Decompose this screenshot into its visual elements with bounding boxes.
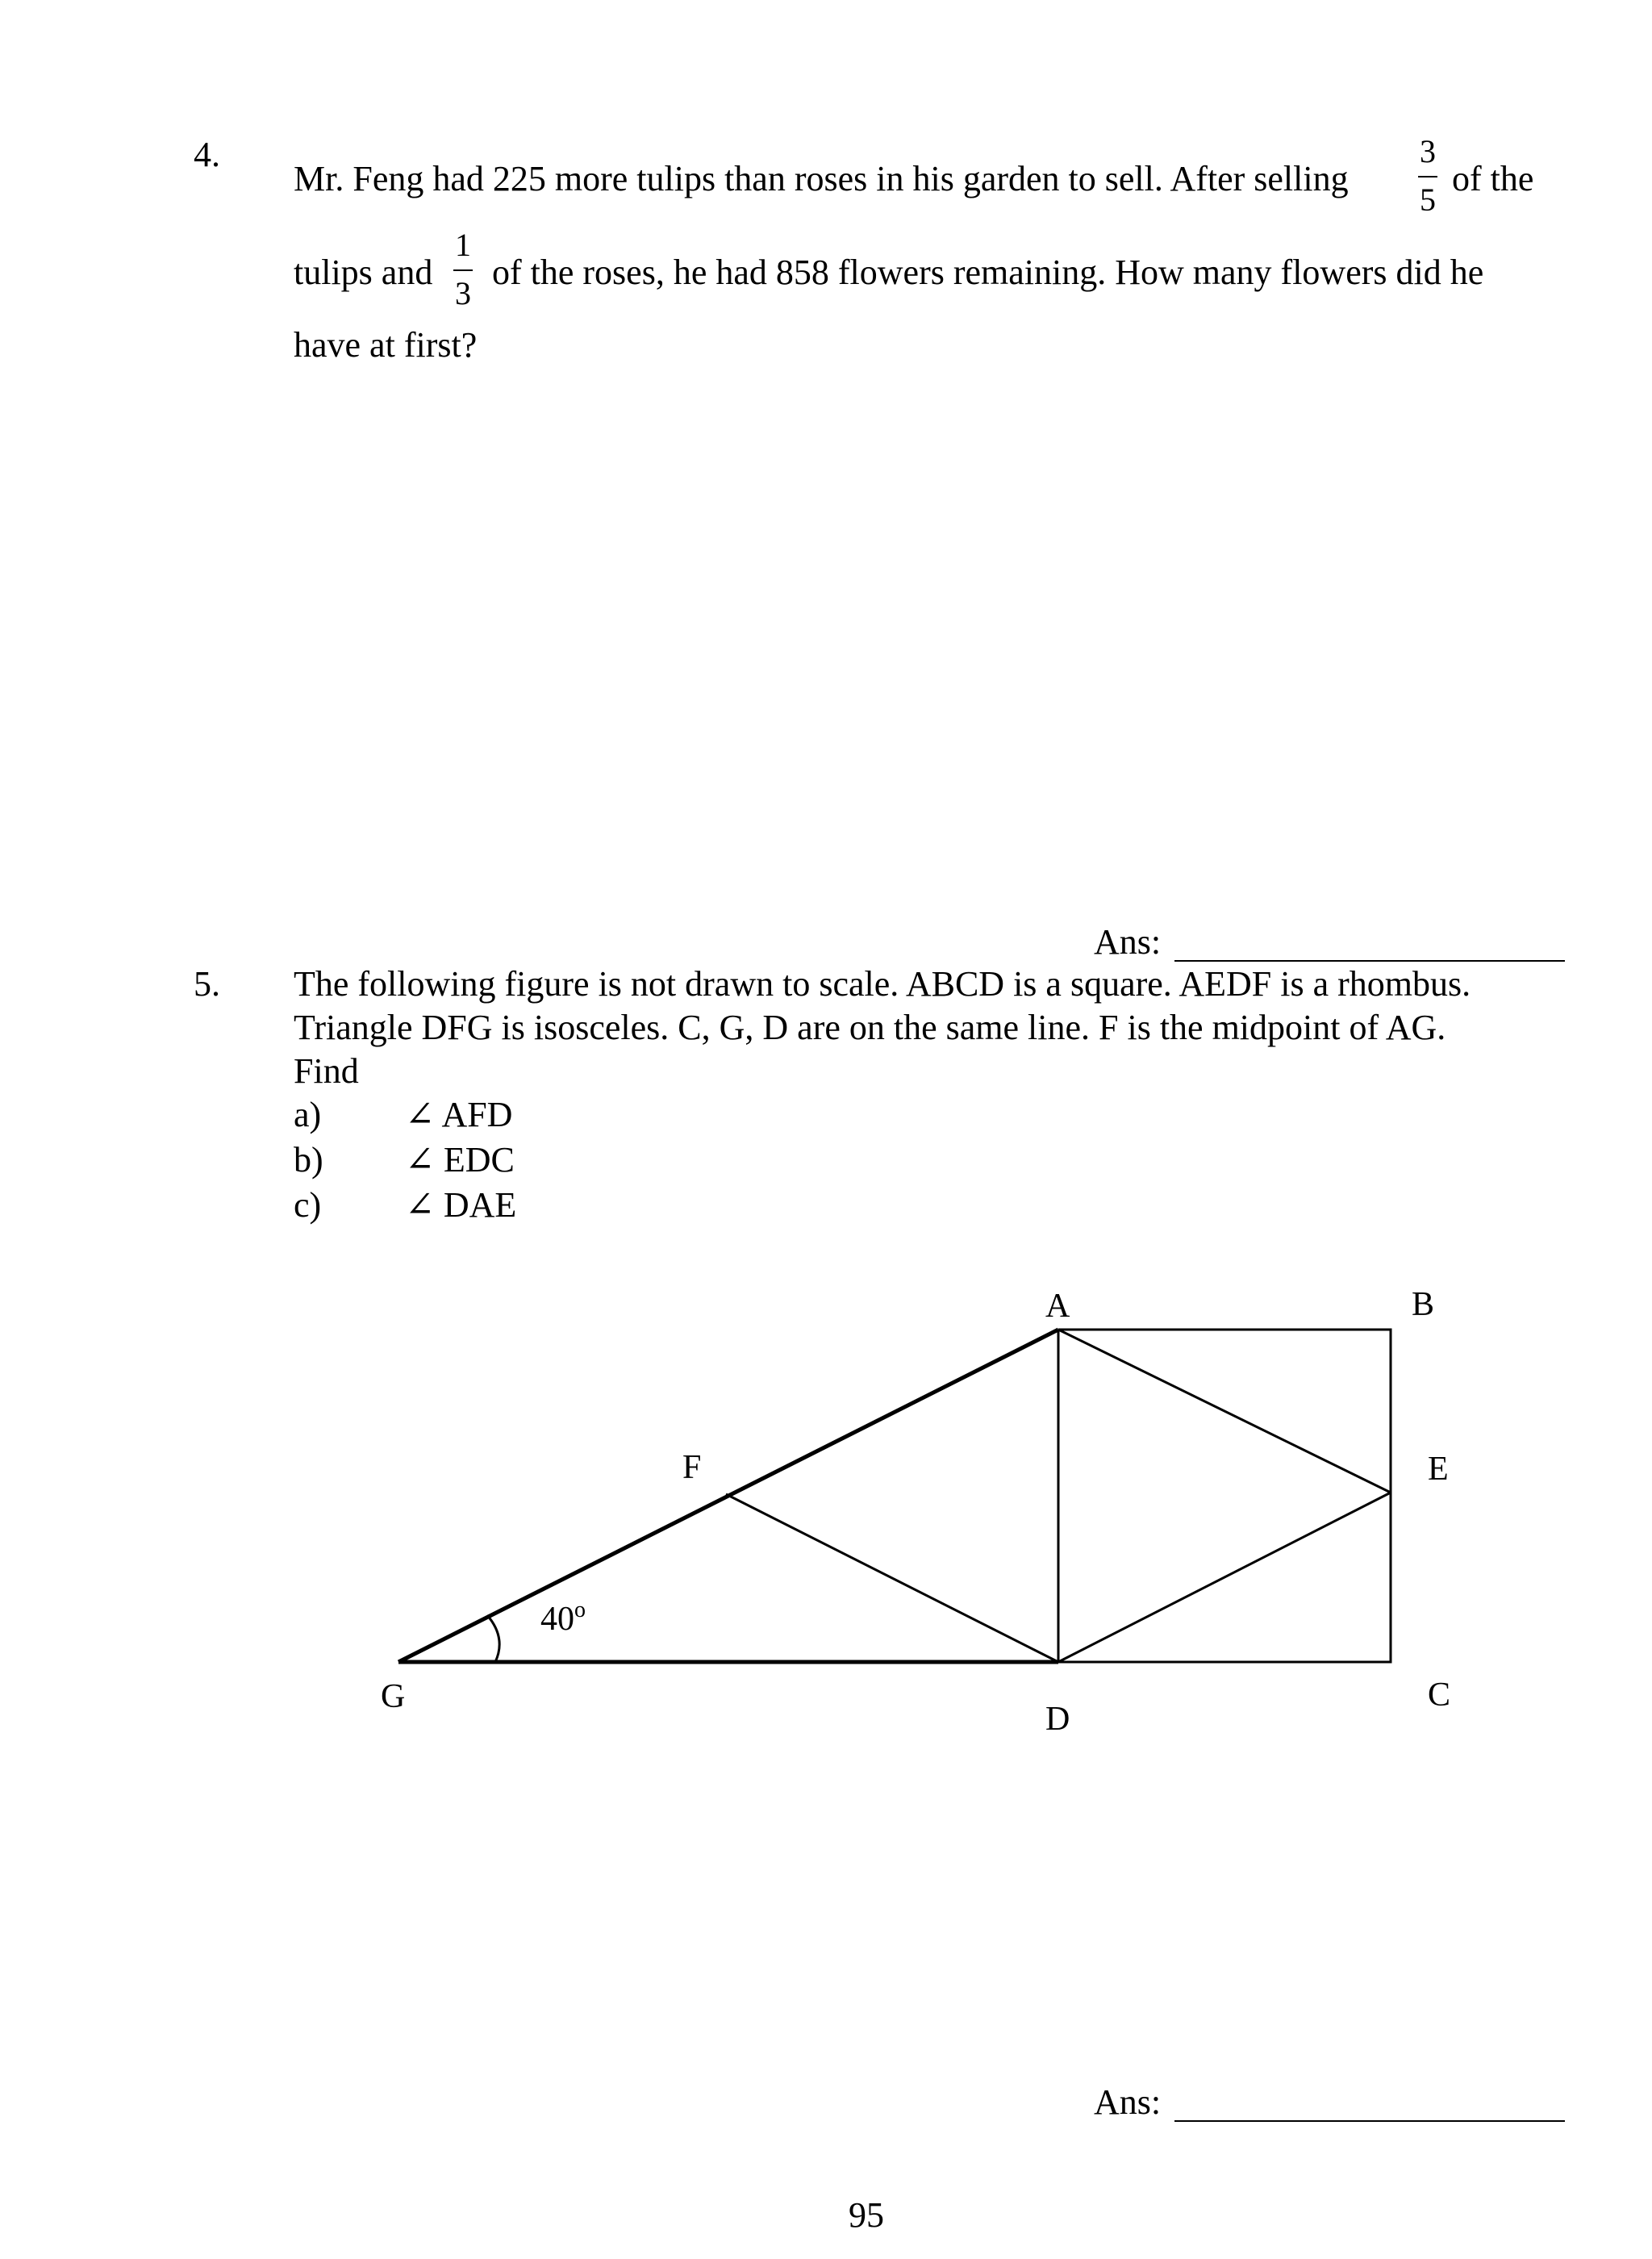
segment-ed: [1058, 1493, 1391, 1662]
q4-ans-label: Ans:: [1094, 922, 1162, 962]
q5-answer-line[interactable]: [1174, 2120, 1565, 2122]
fraction-numerator: 3: [1420, 133, 1436, 169]
q4-line3: have at first?: [294, 325, 478, 365]
degree-symbol: o: [574, 1597, 586, 1622]
point-label-b: B: [1412, 1286, 1435, 1323]
q4-line1-end: of the: [1452, 159, 1534, 198]
q5-number: 5.: [194, 964, 220, 1004]
q4-line2-start: tulips and: [294, 253, 433, 292]
q5-part-a-label: a): [294, 1095, 322, 1134]
q4-number: 4.: [194, 135, 220, 174]
square-abcd: [1058, 1330, 1391, 1662]
angle-value: 40: [540, 1601, 574, 1638]
segment-ae: [1058, 1330, 1391, 1493]
point-label-g: G: [381, 1678, 406, 1715]
q5-ans-label: Ans:: [1094, 2082, 1162, 2122]
angle-arc-g: [487, 1615, 499, 1662]
page-number: 95: [849, 2195, 884, 2235]
q5-part-c-label: c): [294, 1185, 322, 1225]
q4-line2-end: of the roses, he had 858 flowers remaining. How many flowers did he: [492, 253, 1484, 292]
point-label-d: D: [1045, 1701, 1070, 1738]
q5-part-b-text: ∠ EDC: [405, 1140, 515, 1180]
q5-line2: Triangle DFG is isosceles. C, G, D are on the same line. F is the midpoint of AG.: [294, 1008, 1446, 1047]
angle-label-40: [540, 1597, 586, 1638]
point-label-f: F: [682, 1449, 702, 1486]
q5-line1: The following figure is not drawn to scale. ABCD is a square. AEDF is a rhombus.: [294, 964, 1471, 1004]
point-label-c: C: [1428, 1677, 1451, 1714]
segment-fd: [726, 1494, 1058, 1662]
q4-line1: Mr. Feng had 225 more tulips than roses in his garden to sell. After selling: [294, 159, 1349, 198]
point-label-a: A: [1045, 1288, 1070, 1325]
q5-part-b-label: b): [294, 1140, 323, 1180]
fraction-denominator: 5: [1420, 182, 1436, 218]
fraction-numerator: 1: [455, 227, 471, 263]
q5-part-a-text: ∠ AFD: [405, 1095, 513, 1134]
fraction-denominator: 3: [455, 275, 471, 311]
q5-line3: Find: [294, 1051, 359, 1091]
point-label-e: E: [1428, 1451, 1449, 1488]
q5-part-c-text: ∠ DAE: [405, 1185, 517, 1225]
